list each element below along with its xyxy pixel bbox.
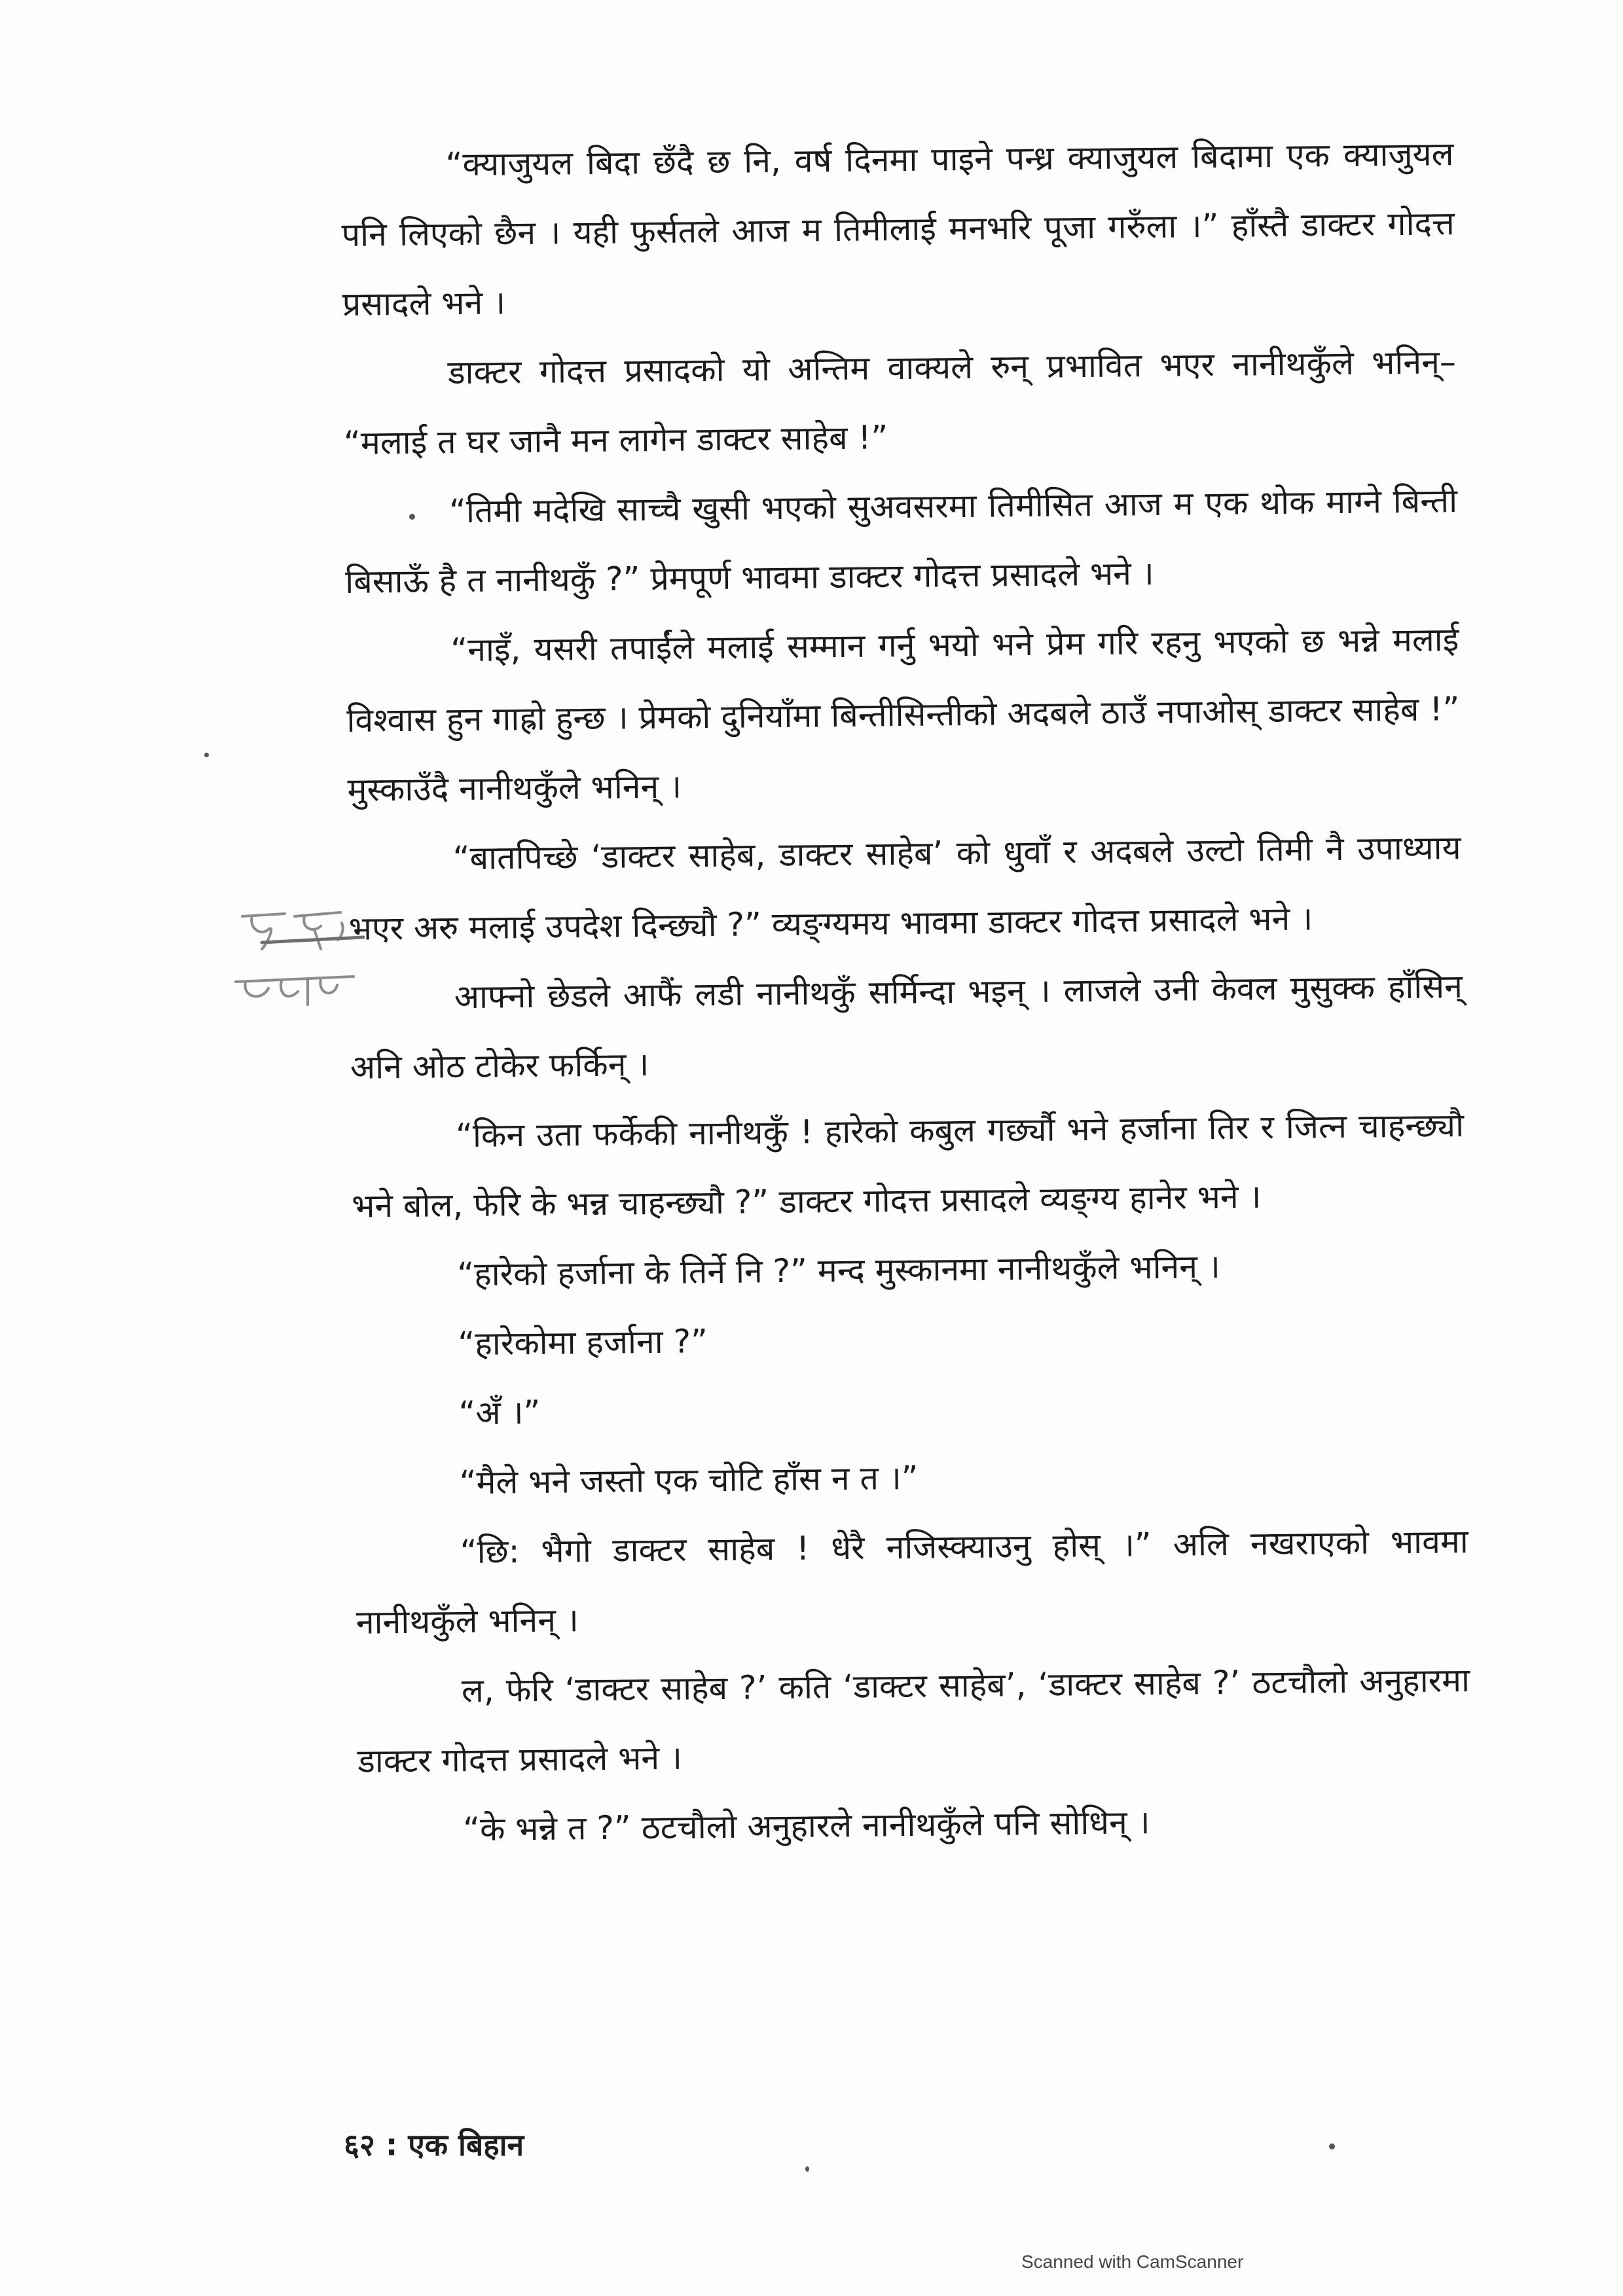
speck xyxy=(1329,2144,1335,2149)
paragraph: ल, फेरि ‘डाक्टर साहेब ?’ कति ‘डाक्टर साहेब’, ‘डाक्टर साहेब ?’ ठटचौलो अनुहारमा डाक्टर गोदत्त प्रसादले भने । xyxy=(357,1661,1470,1780)
paragraph: “बातपिच्छे ‘डाक्टर साहेब, डाक्टर साहेब’ को धुवाँ र अदबले उल्टो तिमी नै उपाध्याय भएर अरु मलाई उपदेश दिन्छ्यौ ?” व्यङ्ग्यमय भावमा डाक्टर गोदत्त प्रसादले भने । xyxy=(348,829,1461,948)
paragraph: “छि: भैगो डाक्टर साहेब ! धेरै नजिस्क्याउनु होस् ।” अलि नखराएको भावमा नानीथकुँले भनिन् । xyxy=(356,1522,1468,1641)
speck xyxy=(805,2166,809,2172)
speck xyxy=(204,753,209,757)
paragraph: “मैले भने जस्तो एक चोटि हाँस न त ।” xyxy=(459,1458,919,1502)
page-footer: ६२ : एक बिहान xyxy=(344,2127,524,2162)
scanner-watermark: Scanned with CamScanner xyxy=(1021,2251,1244,2272)
speck xyxy=(409,514,415,520)
paragraph: “अँ ।” xyxy=(458,1393,541,1433)
paragraph: “हारेकोमा हर्जाना ?” xyxy=(458,1322,708,1363)
paragraph: “नाइँ, यसरी तपाईंले मलाई सम्मान गर्नु भयो भने प्रेम गरि रहनु भएको छ भन्ने मलाई विश्वास हुन गाह्रो हुन्छ । प्रेमको दुनियाँमा बिन्तीसिन्तीको अदबले ठाउँ नपाओस् डाक्टर साहेब !” मुस्काउँदै नानीथकुँले भनिन् । xyxy=(346,620,1460,809)
paragraph: “तिमी मदेखि साच्चै खुसी भएको सुअवसरमा तिमीसित आज म एक थोक माग्ने बिन्ती बिसाऊँ है त नानीथकुँ ?” प्रेमपूर्ण भावमा डाक्टर गोदत्त प्रसादले भने । xyxy=(344,482,1458,601)
paragraph: “हारेको हर्जाना के तिर्ने नि ?” मन्द मुस्कानमा नानीथकुँले भनिन् । xyxy=(457,1247,1221,1294)
paragraph: “के भन्ने त ?” ठटचौलो अनुहारले नानीथकुँले पनि सोधिन् । xyxy=(462,1803,1150,1849)
handwritten-margin-note xyxy=(223,890,367,1028)
paragraph: डाक्टर गोदत्त प्रसादको यो अन्तिम वाक्यले रुन् प्रभावित भएर नानीथकुँले भनिन्– “मलाई त घर जानै मन लागेन डाक्टर साहेब !” xyxy=(343,343,1457,462)
handwriting-icon xyxy=(223,890,367,1028)
paragraph: “क्याजुयल बिदा छँदै छ नि, वर्ष दिनमा पाइने पन्ध्र क्याजुयल बिदामा एक क्याजुयल पनि लिएको छैन । यही फुर्सतले आज म तिमीलाई मनभरि पूजा गरुँला ।” हाँस्तै डाक्टर गोदत्त प्रसादले भने । xyxy=(341,135,1455,323)
paragraph: “किन उता फर्केकी नानीथकुँ ! हारेको कबुल गर्छ्यौ भने हर्जाना तिर र जित्न चाहन्छ्यौ भने बोल, फेरि के भन्न चाहन्छ्यौ ?” डाक्टर गोदत्त प्रसादले व्यङ्ग्य हानेर भने । xyxy=(351,1106,1465,1225)
paragraph: आफ्नो छेडले आफैं लडी नानीथकुँ सर्मिन्दा भइन् । लाजले उनी केवल मुसुक्क हाँसिन् अनि ओठ टोकेर फर्किन् । xyxy=(350,967,1463,1086)
body-text xyxy=(340,119,1472,1865)
